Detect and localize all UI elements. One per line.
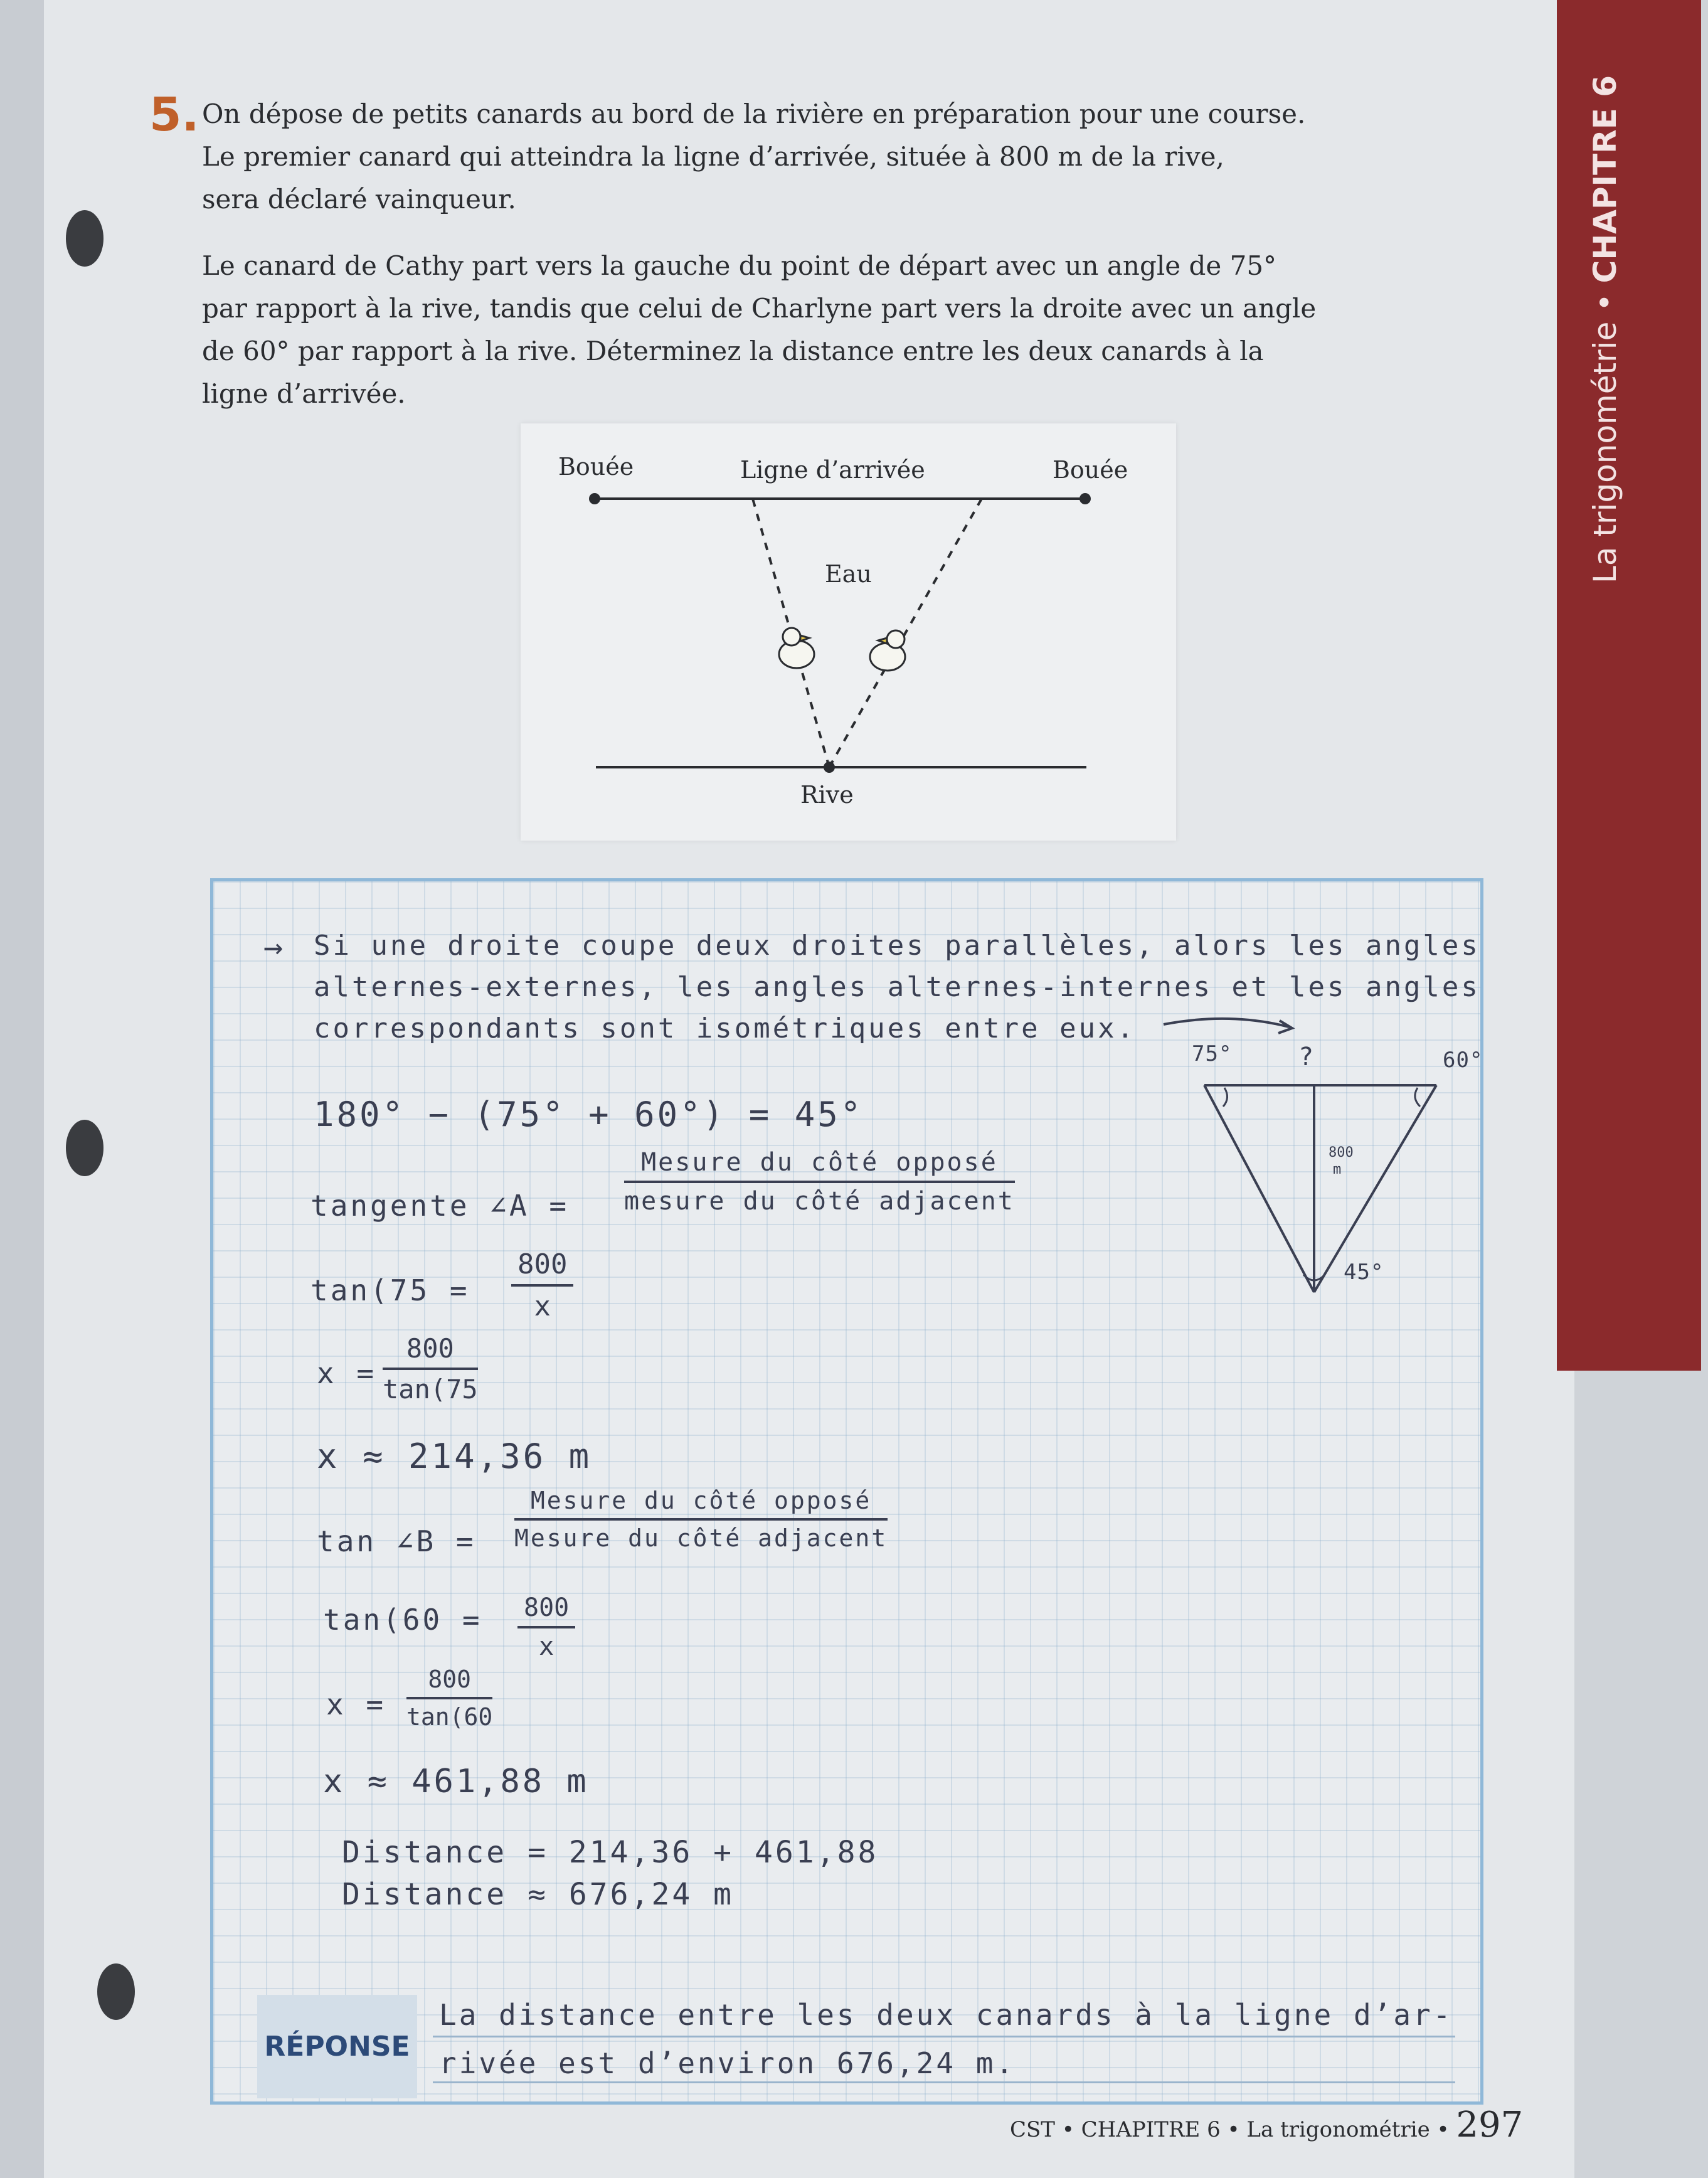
arrow-bullet: → bbox=[263, 928, 286, 966]
tan-b-label: tan ∠B = bbox=[317, 1524, 476, 1558]
solution-intro-line-3: correspondants sont isométriques entre eux. bbox=[314, 1012, 1137, 1044]
tan-a-fraction: Mesure du côté opposé mesure du côté adjacent bbox=[624, 1148, 1015, 1216]
duck-right-icon bbox=[870, 630, 905, 671]
race-diagram bbox=[521, 423, 1176, 841]
finish-line-label: Ligne d’arrivée bbox=[740, 456, 925, 484]
solution-intro-line-2: alternes-externes, les angles alternes-internes et les angles bbox=[314, 971, 1480, 1003]
buoy-right-label: Bouée bbox=[1053, 456, 1128, 484]
shore-label: Rive bbox=[800, 781, 854, 809]
buoy-left-dot bbox=[589, 493, 600, 504]
intro-curved-arrow bbox=[1160, 1007, 1311, 1044]
triangle-sketch-drawing bbox=[1179, 1041, 1468, 1317]
x1-result: x ≈ 214,36 m bbox=[317, 1437, 592, 1476]
tan60-fraction: $\frac{800}{x}$ bbox=[517, 1593, 575, 1661]
binder-hole bbox=[97, 1963, 135, 2020]
x2-fraction: $\frac{800}{\tan(60}$ bbox=[406, 1665, 493, 1731]
tan-a-label: tangente ∠A = bbox=[310, 1189, 570, 1223]
charlyne-path bbox=[829, 499, 982, 767]
answer-line-2: rivée est d’environ 676,24 m. bbox=[439, 2046, 1016, 2080]
tan60-label: tan(60 = bbox=[323, 1603, 482, 1637]
page-footer bbox=[1010, 2105, 1523, 2145]
race-figure bbox=[521, 423, 1176, 841]
solution-intro-line-1: Si une droite coupe deux droites parallèles, alors les angles bbox=[314, 930, 1480, 962]
tan75-fraction: $\frac{800}{x}$ bbox=[511, 1248, 573, 1322]
binder-hole bbox=[66, 210, 103, 267]
footer-text: CST • CHAPITRE 6 • La trigonométrie • bbox=[1010, 2117, 1450, 2142]
answer-label: RÉPONSE bbox=[257, 1995, 417, 2098]
chapter-side-tab-text: La trigonométrie • CHAPITRE 6 bbox=[1587, 75, 1623, 583]
question-paragraph-2: Le canard de Cathy part vers la gauche du point de départ avec un angle de 75° par rapport à la rive, tandis que celui de Charlyne part vers la droite avec un angle de 60° par rapport à la rive. Déterminez la distance entre les deux canards à la ligne d’arrivée. bbox=[202, 250, 1317, 409]
x1-fraction: $\frac{800}{\tan(75}$ bbox=[383, 1333, 478, 1405]
distance-result: Distance ≈ 676,24 m bbox=[342, 1877, 735, 1912]
buoy-right-dot bbox=[1079, 493, 1091, 504]
triangle-sketch: 75° ? 60° 800 m 45° bbox=[1179, 1041, 1468, 1317]
distance-sum: Distance = 214,36 + 461,88 bbox=[342, 1835, 879, 1870]
answer-line-1: La distance entre les deux canards à la ligne d’ar- bbox=[439, 1998, 1453, 2032]
answer-rule-1 bbox=[433, 2036, 1455, 2037]
binder-hole bbox=[66, 1120, 103, 1176]
question-number: 5. bbox=[149, 88, 199, 142]
answer-rule-2 bbox=[433, 2081, 1455, 2083]
x2-result: x ≈ 461,88 m bbox=[323, 1763, 589, 1800]
angle-sum-line: 180° − (75° + 60°) = 45° bbox=[314, 1095, 864, 1134]
buoy-left-label: Bouée bbox=[558, 453, 634, 481]
tan75-label: tan(75 = bbox=[310, 1273, 470, 1307]
x1-label: x = bbox=[317, 1356, 377, 1390]
x2-label: x = bbox=[326, 1687, 386, 1721]
duck-left-icon bbox=[779, 628, 814, 668]
chapter-side-tab bbox=[1557, 0, 1701, 1371]
tan-b-fraction: Mesure du côté opposé Mesure du côté adjacent bbox=[514, 1487, 888, 1552]
question-paragraph-1: On dépose de petits canards au bord de la rivière en préparation pour une course. Le premier canard qui atteindra la ligne d’arrivée, située à 800 m de la rive, sera déclaré vainqueur. bbox=[202, 98, 1306, 215]
water-label: Eau bbox=[825, 560, 872, 588]
left-page-edge bbox=[0, 0, 44, 2178]
page-number: 297 bbox=[1456, 2105, 1524, 2145]
